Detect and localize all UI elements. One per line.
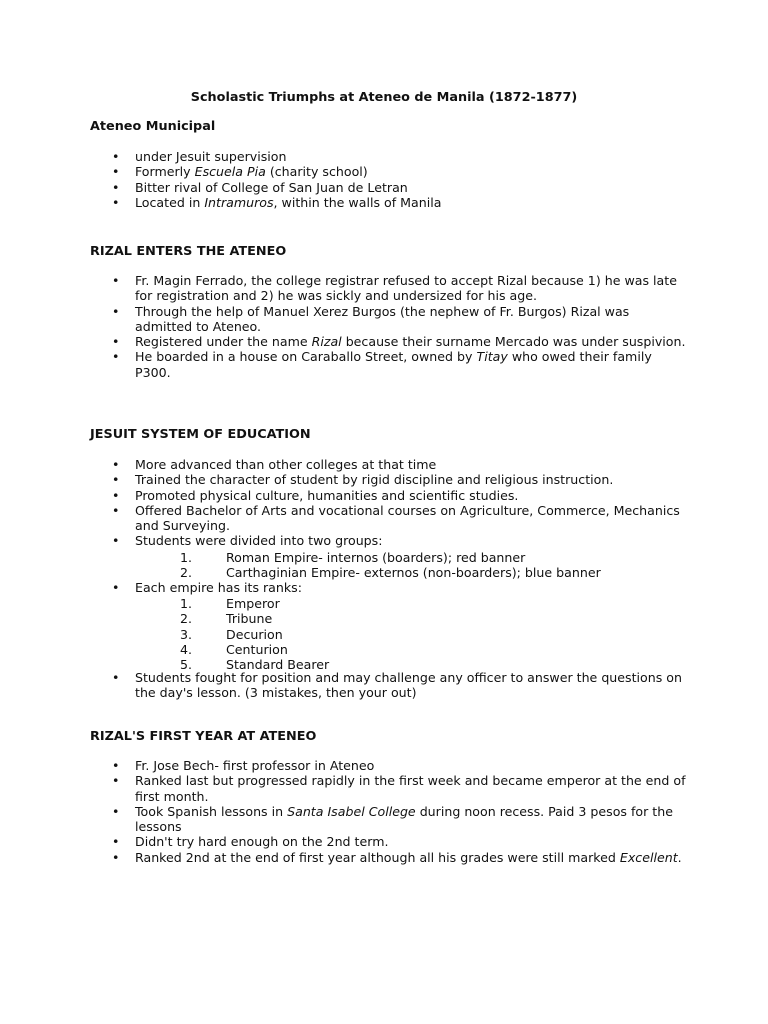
item-number: 2. [180,611,193,627]
bullet-icon: • [112,834,120,850]
list-item: • Students fought for position and may challenge any officer to answer the questions on the day's lesson. (3 mistakes, then your out) [112,670,682,701]
numbered-item: 1. Roman Empire- internos (boarders); red banner [180,550,526,565]
bullet-icon: • [112,773,120,789]
section-heading-rizal-enters: RIZAL ENTERS THE ATENEO [90,244,287,259]
list-item: • Each empire has its ranks: [112,580,302,595]
section-heading-first-year: RIZAL'S FIRST YEAR AT ATENEO [90,729,317,744]
item-number: 1. [180,550,193,565]
numbered-list-groups [90,550,690,581]
item-number: 3. [180,626,193,642]
bullet-list-jesuit-system [90,457,690,549]
item-number: 2. [180,565,193,581]
numbered-item: 1. Emperor [180,596,280,611]
document-title: Scholastic Triumphs at Ateneo de Manila (1872-1877) [190,90,578,105]
bullet-icon: • [112,194,120,210]
bullet-list-ateneo-municipal [90,149,690,210]
bullet-icon: • [112,670,120,685]
list-item: • Fr. Magin Ferrado, the college registrar refused to accept Rizal because 1) he was late for registration and 2) he was sickly and undersized for his age. [112,273,677,304]
bullet-icon: • [112,803,120,819]
numbered-item: 3. Decurion [180,626,283,642]
bullet-icon: • [112,533,120,549]
list-item: • Formerly Escuela Pia (charity school) [112,164,368,180]
list-item: • Fr. Jose Bech- first professor in Ateneo [112,758,375,773]
list-item: • under Jesuit supervision [112,149,287,164]
bullet-icon: • [112,849,120,865]
bullet-list-ranks [90,580,690,595]
list-item: • Bitter rival of College of San Juan de Letran [112,179,408,195]
list-item: • Registered under the name Rizal because their surname Mercado was under suspivion. [112,334,686,350]
bullet-list-rizal-enters [90,273,690,380]
numbered-item: 4. Centurion [180,641,288,657]
numbered-item: 2. Tribune [180,611,273,627]
item-number: 1. [180,596,193,611]
list-item: • Promoted physical culture, humanities and scientific studies. [112,487,519,503]
bullet-icon: • [112,334,120,350]
bullet-icon: • [112,758,120,773]
numbered-item: 2. Carthaginian Empire- externos (non-boarders); blue banner [180,565,601,581]
list-item: • Through the help of Manuel Xerez Burgos (the nephew of Fr. Burgos) Rizal was admitted to Ateneo. [112,303,630,334]
bullet-icon: • [112,580,120,595]
list-item: • Ranked 2nd at the end of first year although all his grades were still marked Excellent. [112,849,682,865]
bullet-icon: • [112,149,120,164]
bullet-icon: • [112,487,120,503]
section-heading-jesuit-system: JESUIT SYSTEM OF EDUCATION [90,427,311,442]
bullet-icon: • [112,273,120,288]
bullet-list-challenge [90,670,690,701]
bullet-icon: • [112,303,120,319]
item-number: 4. [180,641,193,657]
list-item: • Didn't try hard enough on the 2nd term. [112,834,389,850]
item-number: 5. [180,657,193,673]
bullet-icon: • [112,164,120,180]
list-item: • Located in Intramuros, within the walls of Manila [112,194,442,210]
list-item: • Ranked last but progressed rapidly in the first week and became emperor at the end of first month. [112,773,686,804]
list-item: • He boarded in a house on Caraballo Street, owned by Titay who owed their family P300. [112,349,652,380]
numbered-item: 5. Standard Bearer [180,657,330,673]
list-item: • Students were divided into two groups: [112,533,383,549]
list-item: • Trained the character of student by rigid discipline and religious instruction. [112,472,614,488]
bullet-list-first-year [90,758,690,865]
section-heading-ateneo-municipal: Ateneo Municipal [90,119,216,134]
list-item: • Took Spanish lessons in Santa Isabel College during noon recess. Paid 3 pesos for the lessons [112,803,673,835]
bullet-icon: • [112,179,120,195]
numbered-list-ranks [90,596,690,672]
list-item: • Offered Bachelor of Arts and vocational courses on Agriculture, Commerce, Mechanics and Surveying. [112,502,680,534]
bullet-icon: • [112,502,120,518]
bullet-icon: • [112,472,120,488]
bullet-icon: • [112,457,120,472]
list-item: • More advanced than other colleges at that time [112,457,437,472]
bullet-icon: • [112,349,120,365]
